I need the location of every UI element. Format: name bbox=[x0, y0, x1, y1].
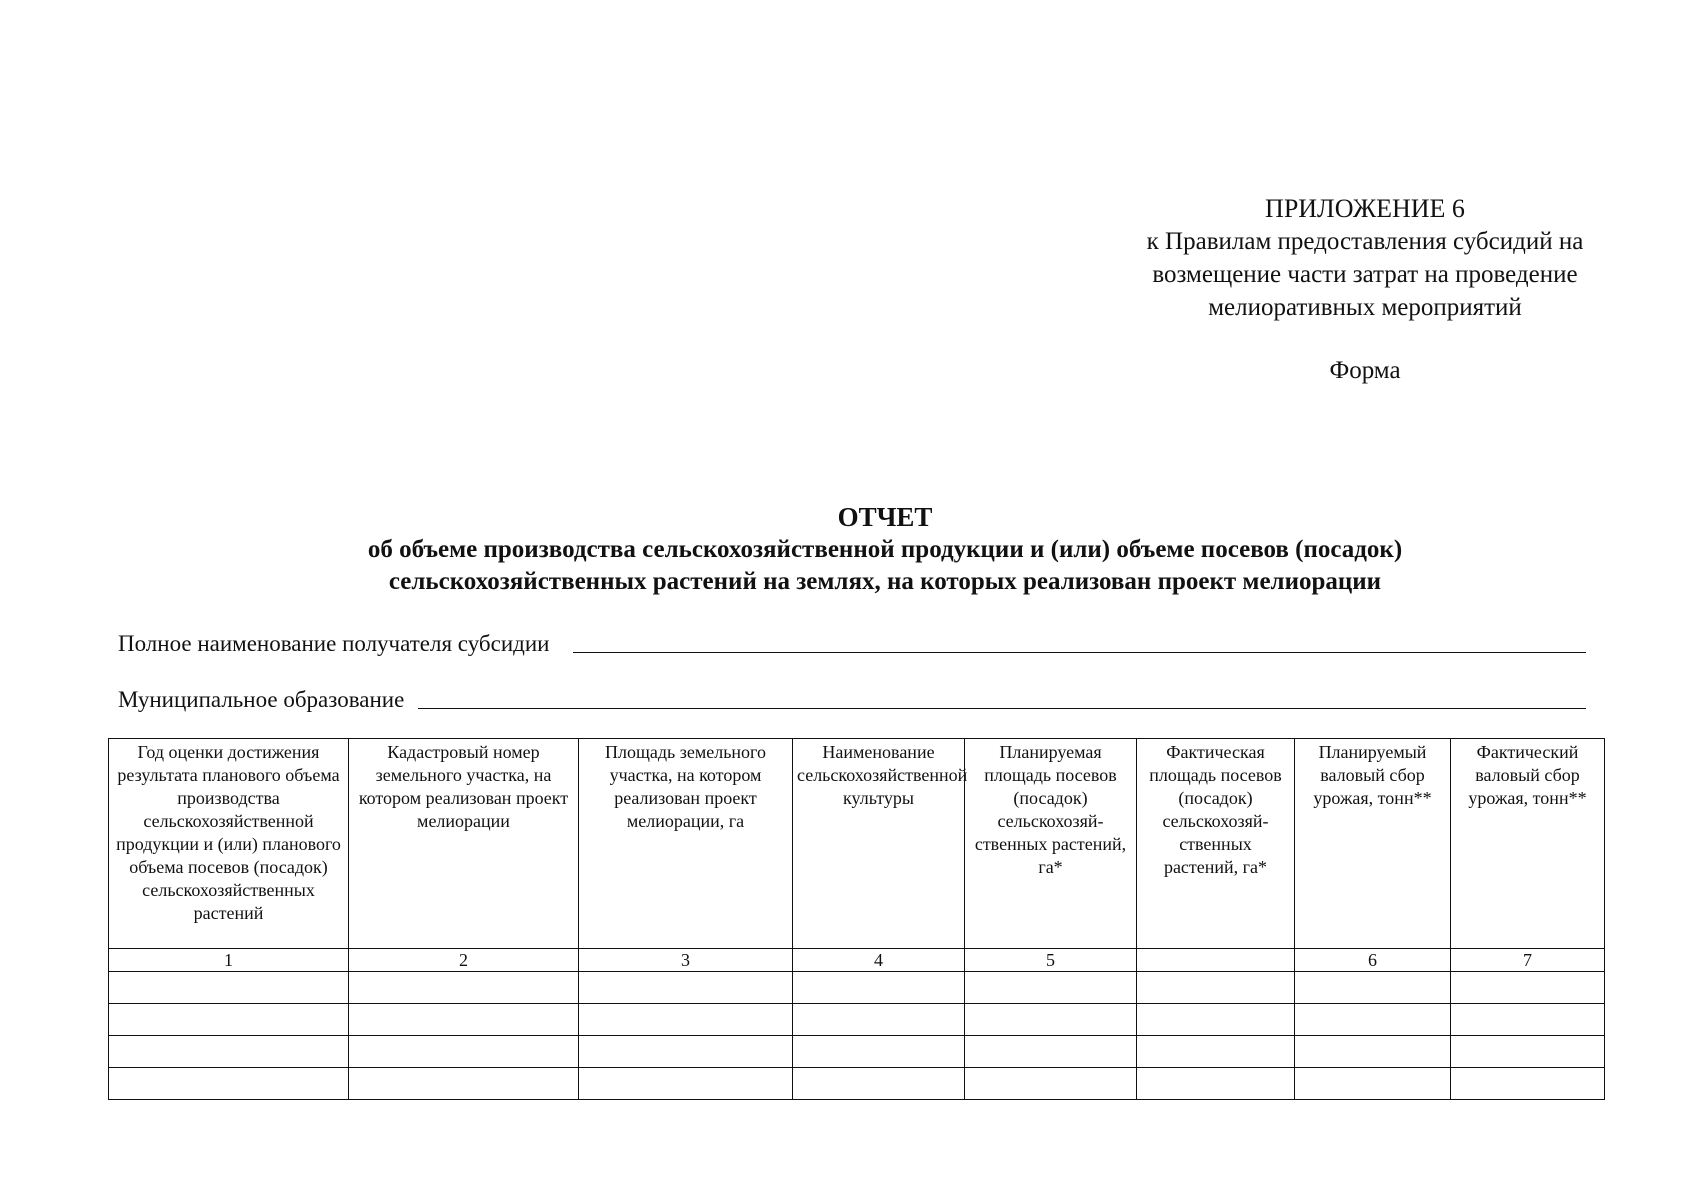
column-number: 1 bbox=[109, 949, 349, 972]
recipient-field bbox=[118, 630, 1586, 658]
municipality-label: Муниципальное образование bbox=[118, 687, 405, 712]
appendix-line: возмещение части затрат на проведение bbox=[1152, 261, 1578, 288]
column-header-year: Год оценки достижения результата планового объема производства сельскохозяйственной продукции и (или) планового объема посевов (посадок) сельскохозяйственных растений bbox=[109, 739, 349, 949]
table-cell[interactable] bbox=[1451, 1068, 1605, 1100]
table-cell[interactable] bbox=[793, 1068, 965, 1100]
table-cell[interactable] bbox=[1295, 1036, 1451, 1068]
report-subtitle-line: об объеме производства сельскохозяйственной продукции и (или) объеме посевов (посадок) bbox=[367, 536, 1403, 563]
table-cell[interactable] bbox=[965, 1068, 1137, 1100]
table-row bbox=[109, 1068, 1605, 1100]
column-number: 6 bbox=[1295, 949, 1451, 972]
report-table bbox=[108, 738, 1605, 1100]
table-cell[interactable] bbox=[1295, 1068, 1451, 1100]
column-header-cadastral-number: Кадастровый номер земельного участка, на котором реализован проект мелиорации bbox=[349, 739, 579, 949]
table-cell[interactable] bbox=[793, 1004, 965, 1036]
table-row bbox=[109, 1004, 1605, 1036]
column-header-plot-area: Площадь земельного участка, на котором реализован проект мелиорации, га bbox=[579, 739, 793, 949]
column-header-crop-name: Наименование сельскохозяйственной культуры bbox=[793, 739, 965, 949]
appendix-line: мелиоративных мероприятий bbox=[1208, 294, 1522, 321]
table-row bbox=[109, 1036, 1605, 1068]
municipality-input-line[interactable] bbox=[418, 707, 1586, 709]
table-cell[interactable] bbox=[793, 1036, 965, 1068]
table-cell[interactable] bbox=[1137, 972, 1295, 1004]
table-cell[interactable] bbox=[109, 1036, 349, 1068]
report-title: ОТЧЕТ bbox=[837, 502, 933, 532]
column-number: 5 bbox=[965, 949, 1137, 972]
table-cell[interactable] bbox=[1451, 1004, 1605, 1036]
municipality-field bbox=[118, 686, 1586, 714]
appendix-block bbox=[1050, 192, 1680, 387]
table-cell[interactable] bbox=[579, 1004, 793, 1036]
table-cell[interactable] bbox=[349, 1068, 579, 1100]
column-number: 3 bbox=[579, 949, 793, 972]
column-header-planned-area: Планируемая площадь посевов (посадок) сельскохозяй-ственных растений, га* bbox=[965, 739, 1137, 949]
column-number-row bbox=[109, 949, 1605, 972]
table-cell[interactable] bbox=[965, 972, 1137, 1004]
recipient-label: Полное наименование получателя субсидии bbox=[118, 631, 550, 656]
column-number: 7 bbox=[1451, 949, 1605, 972]
table-cell[interactable] bbox=[1295, 1004, 1451, 1036]
table-cell[interactable] bbox=[1295, 972, 1451, 1004]
report-subtitle-line: сельскохозяйственных растений на землях, на которых реализован проект мелиорации bbox=[388, 568, 1382, 595]
column-header-planned-harvest: Планируемый валовый сбор урожая, тонн** bbox=[1295, 739, 1451, 949]
column-header-actual-harvest: Фактический валовый сбор урожая, тонн** bbox=[1451, 739, 1605, 949]
report-heading bbox=[100, 500, 1670, 598]
appendix-line: к Правилам предоставления субсидий на bbox=[1146, 228, 1584, 255]
form-label: Форма bbox=[1329, 357, 1401, 384]
table-row bbox=[109, 972, 1605, 1004]
table-cell[interactable] bbox=[579, 1068, 793, 1100]
table-cell[interactable] bbox=[579, 1036, 793, 1068]
table-cell[interactable] bbox=[109, 1004, 349, 1036]
table-cell[interactable] bbox=[1137, 1068, 1295, 1100]
column-number: 4 bbox=[793, 949, 965, 972]
table-cell[interactable] bbox=[965, 1004, 1137, 1036]
table-cell[interactable] bbox=[793, 972, 965, 1004]
column-number: 2 bbox=[349, 949, 579, 972]
column-number bbox=[1137, 949, 1295, 972]
table-cell[interactable] bbox=[109, 1068, 349, 1100]
table-cell[interactable] bbox=[1451, 972, 1605, 1004]
table-cell[interactable] bbox=[579, 972, 793, 1004]
table-cell[interactable] bbox=[965, 1036, 1137, 1068]
table-cell[interactable] bbox=[1137, 1004, 1295, 1036]
appendix-title: ПРИЛОЖЕНИЕ 6 bbox=[1265, 194, 1465, 223]
table-header-row bbox=[109, 739, 1605, 949]
table-cell[interactable] bbox=[349, 972, 579, 1004]
column-header-actual-area: Фактическая площадь посевов (посадок) сельскохозяй-ственных растений, га* bbox=[1137, 739, 1295, 949]
table-cell[interactable] bbox=[349, 1036, 579, 1068]
table-cell[interactable] bbox=[349, 1004, 579, 1036]
recipient-input-line[interactable] bbox=[573, 651, 1586, 653]
table-cell[interactable] bbox=[1451, 1036, 1605, 1068]
table-cell[interactable] bbox=[109, 972, 349, 1004]
table-cell[interactable] bbox=[1137, 1036, 1295, 1068]
